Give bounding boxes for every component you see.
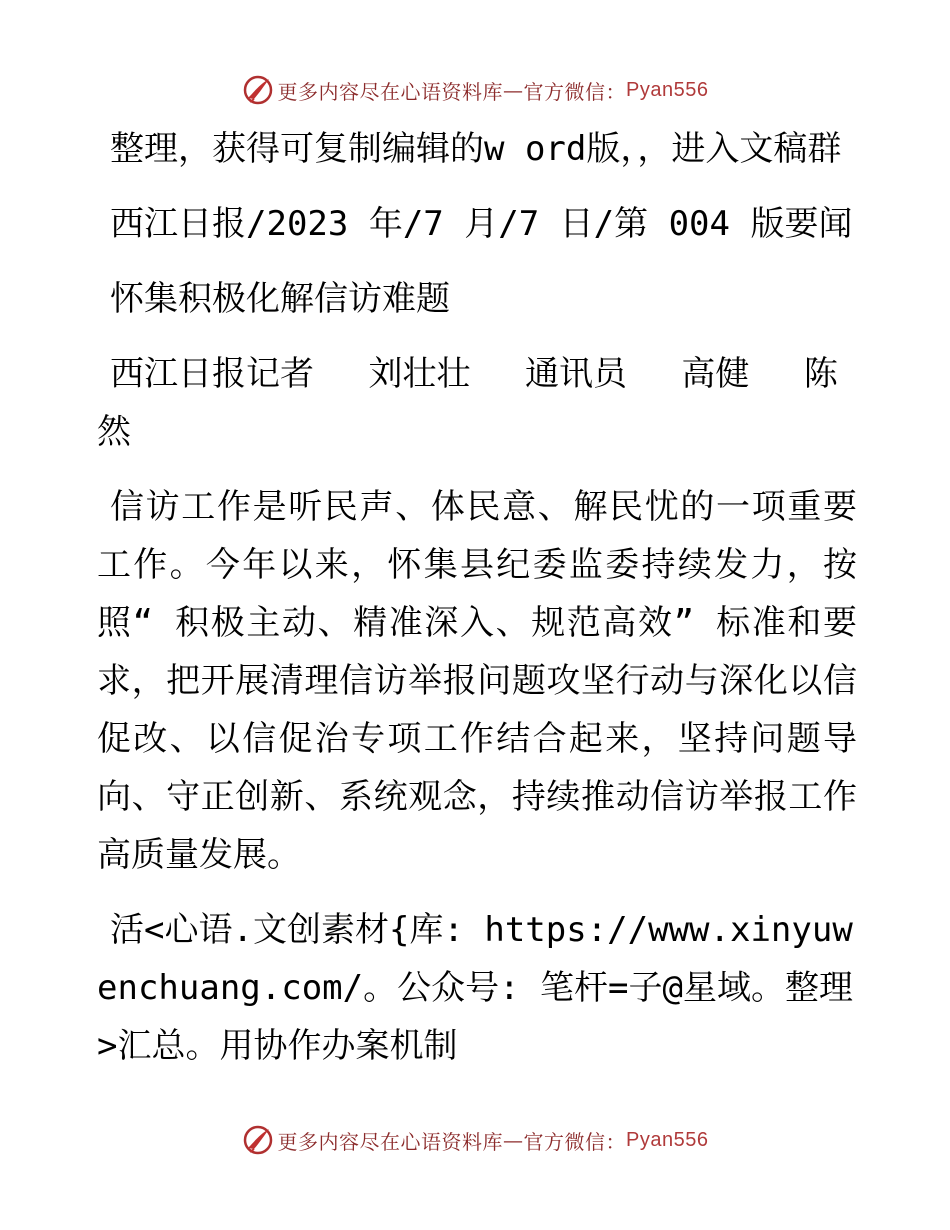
- watermark-wechat-id: Pyan556: [626, 78, 709, 101]
- paragraph-1: 信访工作是听民声、体民意、解民忧的一项重要工作。今年以来，怀集县纪委监委持续发力，按照“ 积极主动、精准深入、规范高效” 标准和要求，把开展清理信访举报问题攻坚行动与深化以信促改、以信促治专项工作结合起来，坚持问题导向、守正创新、系统观念，持续推动信访举报工作高质量发展。: [97, 487, 857, 875]
- pen-nib-logo-icon: [242, 74, 274, 106]
- watermark-separator: —: [503, 1128, 524, 1152]
- watermark-separator: —: [503, 78, 524, 102]
- document-body: [97, 120, 857, 1075]
- source-line: 西江日报/2023 年/7 月/7 日/第 004 版要闻: [110, 204, 853, 244]
- intro-line: 整理，获得可复制编辑的w ord版，，进入文稿群: [110, 129, 842, 169]
- pen-nib-logo-icon: [242, 1124, 274, 1156]
- footer-watermark: [0, 1120, 950, 1160]
- watermark-wechat-label: 官方微信：: [523, 79, 627, 104]
- byline: 西江日报记者 刘壮壮 通讯员 高健 陈然: [97, 354, 838, 452]
- watermark-wechat-id: Pyan556: [626, 1128, 709, 1151]
- paragraph-2: 活<心语.文创素材{库: https://www.xinyuwenchuang.com/。公众号: 笔杆=子@星域。整理>汇总。用协作办案机制: [97, 910, 853, 1066]
- headline: 怀集积极化解信访难题: [110, 279, 450, 319]
- header-watermark: [0, 70, 950, 110]
- watermark-site-text: 更多内容尽在心语资料库: [277, 79, 504, 104]
- watermark-wechat-label: 官方微信：: [523, 1129, 627, 1154]
- watermark-site-text: 更多内容尽在心语资料库: [277, 1129, 504, 1154]
